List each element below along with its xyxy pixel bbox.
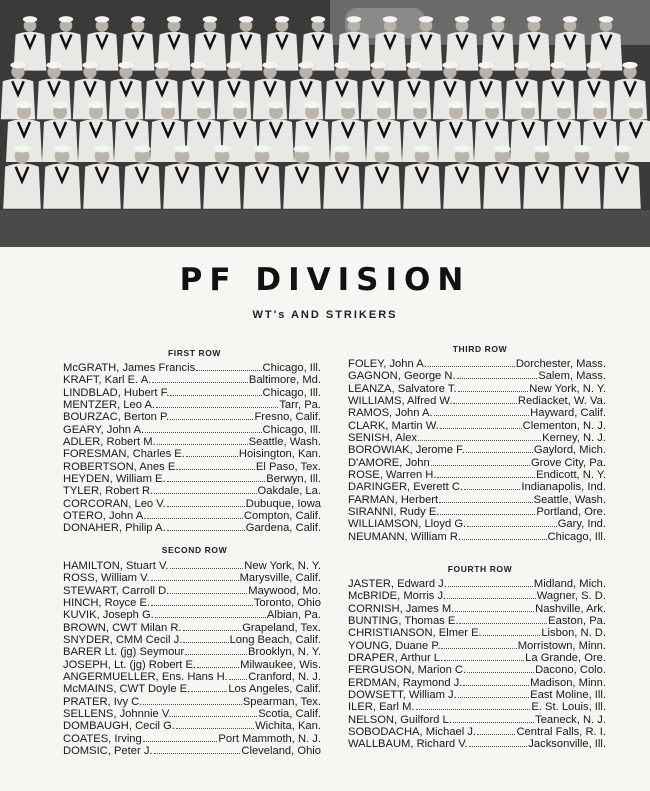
roster-entry (348, 701, 606, 713)
hometown: Jacksonville, Ill. (528, 738, 606, 751)
sailor-name: WILLIAMSON, Lloyd G. (348, 518, 467, 531)
dot-leader (466, 452, 533, 453)
roster-entry (348, 531, 606, 543)
sailor-name: CHRISTIANSON, Elmer E. (348, 627, 482, 640)
sailor-name: McGRATH, James Francis (63, 362, 196, 374)
roster-entry (63, 646, 321, 658)
hometown: Chicago, Ill. (547, 530, 606, 543)
sailor-name: HAMILTON, Stuart V. (63, 560, 169, 572)
hometown: Toronto, Ohio (253, 597, 321, 610)
roster-entry (63, 485, 321, 497)
roster-entry (63, 733, 321, 745)
sailor-name: BROWN, CWT Milan R. (63, 621, 182, 634)
roster-entry (63, 522, 321, 534)
hometown: Port Mammoth, N. J. (218, 732, 321, 745)
sailor-name: ILER, Earl M. (348, 701, 415, 714)
dot-leader (458, 697, 529, 698)
sailor-name: DARINGER, Everett C. (348, 481, 464, 494)
roster-entry (348, 383, 606, 395)
roster-entry (348, 738, 606, 750)
hometown: Indianapolis, Ind. (521, 481, 606, 494)
division-title: PF DIVISION (179, 262, 471, 298)
hometown: Midland, Mich. (533, 578, 606, 590)
sailor-name: LEANZA, Salvatore T. (348, 382, 457, 395)
hometown: Wagner, S. D. (536, 590, 606, 603)
sailor-name: LINDBLAD, Hubert F. (63, 386, 170, 399)
sailor-name: STEWART, Carroll D. (63, 584, 170, 597)
dot-leader (191, 691, 227, 692)
roster-entry (63, 597, 321, 609)
roster-entry (348, 432, 606, 444)
sailor-name: RAMOS, John A. (348, 407, 433, 420)
roster-entry (348, 518, 606, 530)
dot-leader (418, 440, 541, 441)
sailor-name: DRAPER, Arthur L. (348, 652, 444, 665)
roster-entry (348, 358, 606, 370)
dot-leader (170, 395, 261, 396)
dot-leader (157, 444, 248, 445)
hometown: E. St. Louis, Ill. (531, 701, 606, 714)
dot-leader (167, 506, 245, 507)
roster-entry (348, 640, 606, 652)
fourth-row-list (348, 578, 606, 751)
dot-leader (469, 746, 527, 747)
roster-entry (348, 420, 606, 432)
sailor-name: DOMSIC, Peter J. (63, 745, 153, 758)
sailor-name: BOROWIAK, Jerome F. (348, 444, 465, 457)
sailor-name: CORCORAN, Leo V. (63, 497, 166, 510)
hometown: Cranford, N. J. (248, 671, 321, 684)
sailor-name: CLARK, Martin W. (348, 419, 439, 432)
division-subtitle: WT's AND STRIKERS (252, 309, 398, 321)
dot-leader (455, 611, 534, 612)
roster-entry (348, 506, 606, 518)
dot-leader (147, 518, 243, 519)
dot-leader (186, 456, 238, 457)
dot-leader (176, 728, 254, 729)
roster-entry (348, 726, 606, 738)
dot-leader (457, 378, 538, 379)
roster-entry (348, 457, 606, 469)
hometown: Brooklyn, N. Y. (248, 646, 321, 659)
sailor-name: D'AMORE, John (348, 456, 430, 469)
dot-leader (170, 568, 244, 569)
hometown: Long Beach, Calif. (229, 634, 321, 647)
hometown: New York, N. Y. (244, 560, 321, 572)
sailor-name: SIRANNI, Rudy E. (348, 506, 440, 519)
hometown: Chicago, Ill. (262, 362, 321, 374)
dot-leader (155, 617, 266, 618)
dot-leader (185, 654, 247, 655)
hometown: Seattle, Wash. (248, 436, 321, 449)
sailor-name: JASTER, Edward J. (348, 578, 447, 590)
hometown: Compton, Calif. (243, 510, 321, 523)
sailor-name: DOWSETT, William J. (348, 689, 457, 702)
sailor-name: KUVIK, Joseph G. (63, 609, 154, 622)
roster-entry (348, 677, 606, 689)
sailor-name: DONAHER, Philip A. (63, 522, 166, 535)
roster-entry (348, 603, 606, 615)
hometown: Seattle, Wash. (533, 493, 606, 506)
dot-leader (183, 630, 242, 631)
hometown: Oakdale, La. (257, 485, 321, 498)
sailor-name: McBRIDE, Morris J. (348, 590, 447, 603)
sailor-name: PRATER, Ivy C. (63, 695, 143, 708)
roster-entry (348, 578, 606, 590)
dot-leader (151, 580, 239, 581)
hometown: Rediacket, W. Va. (517, 395, 606, 408)
sailor-name: TYLER, Robert R. (63, 485, 154, 498)
dot-leader (196, 370, 261, 371)
sailor-name: SOBODACHA, Michael J. (348, 726, 477, 739)
hometown: Easton, Pa. (548, 615, 606, 628)
roster-entry (348, 469, 606, 481)
group-photo-illustration (0, 0, 650, 247)
hometown: Tarr, Pa. (279, 399, 321, 412)
hometown: Gary, Ind. (557, 518, 606, 531)
hometown: Gardena, Calif. (245, 522, 321, 535)
dot-leader (439, 502, 533, 503)
roster-entry (348, 407, 606, 419)
roster-entry (63, 399, 321, 411)
sailor-name: WALLBAUM, Richard V. (348, 738, 468, 751)
sailor-name: CORNISH, James M. (348, 602, 455, 615)
hometown: La Grande, Ore. (525, 652, 606, 665)
roster-entry (63, 362, 321, 374)
hometown: Kerney, N. J. (542, 432, 606, 445)
sailor-name: GAGNON, George N. (348, 370, 456, 383)
roster-entry (63, 671, 321, 683)
hometown: Albian, Pa. (266, 609, 321, 622)
sailor-name: ANGERMUELLER, Ens. Hans H. (63, 671, 228, 684)
hometown: Fresno, Calif. (254, 411, 321, 424)
sailor-name: FARMAN, Herbert (348, 493, 439, 506)
roster-entry (348, 664, 606, 676)
dot-leader (467, 526, 557, 527)
sailor-name: ADLER, Robert M. (63, 436, 156, 449)
hometown: Chicago, Ill. (262, 386, 321, 399)
dot-leader (483, 635, 541, 636)
hometown: Nashville, Ark. (535, 602, 606, 615)
sailor-name: BARER Lt. (jg) Seymour (63, 646, 185, 659)
roster-entry (63, 436, 321, 448)
dot-leader (154, 753, 241, 754)
hometown: Los Angeles, Calif. (228, 683, 321, 696)
hometown: Dubuque, Iowa (245, 497, 321, 510)
dot-leader (467, 672, 534, 673)
dot-leader (170, 593, 247, 594)
sailor-name: DOMBAUGH, Cecil G. (63, 720, 175, 733)
hometown: Portland, Ore. (536, 506, 606, 519)
sailor-name: HINCH, Royce E. (63, 597, 151, 610)
sailor-name: MENTZER, Leo A. (63, 399, 156, 412)
sailor-name: KRAFT, Karl E. A. (63, 374, 152, 387)
sailor-name: FORESMAN, Charles E. (63, 448, 185, 461)
dot-leader (172, 716, 257, 717)
hometown: Milwaukee, Wis. (240, 658, 321, 671)
roster-entry (348, 615, 606, 627)
dot-leader (458, 391, 529, 392)
dot-leader (437, 477, 535, 478)
sailor-name: GEARY, John A. (63, 423, 145, 436)
sailor-name: NEUMANN, William R. (348, 530, 462, 543)
roster-entry (348, 481, 606, 493)
sailor-name: ROSS, William V. (63, 572, 150, 585)
roster-entry (348, 444, 606, 456)
roster-entry (63, 572, 321, 584)
roster-entry (63, 498, 321, 510)
hometown: Scotia, Calif. (258, 708, 321, 721)
dot-leader (143, 704, 241, 705)
roster-entry (348, 714, 606, 726)
hometown: Grapeland, Tex. (242, 621, 321, 634)
dot-leader (167, 530, 245, 531)
group-photo (0, 0, 650, 247)
sailor-name: FERGUSON, Marion C. (348, 664, 467, 677)
roster-entry (63, 510, 321, 522)
dot-leader (156, 407, 278, 408)
roster-entry (63, 585, 321, 597)
roster-entry (63, 720, 321, 732)
dot-leader (462, 539, 546, 540)
sailor-name: McMAINS, CWT Doyle E. (63, 683, 191, 696)
sailor-name: ERDMAN, Raymond J. (348, 676, 463, 689)
dot-leader (179, 469, 254, 470)
third-row-list (348, 358, 606, 543)
roster-entry (348, 370, 606, 382)
dot-leader (170, 419, 253, 420)
roster-entry (348, 627, 606, 639)
second-row-heading: SECOND ROW (161, 545, 228, 555)
hometown: El Paso, Tex. (255, 460, 321, 473)
hometown: Berwyn, Ill. (266, 473, 321, 486)
dot-leader (434, 415, 530, 416)
hometown: Endicott, N. Y. (536, 469, 606, 482)
dot-leader (440, 428, 522, 429)
dot-leader (440, 514, 535, 515)
dot-leader (431, 465, 530, 466)
dot-leader (145, 432, 261, 433)
sailor-name: COATES, Irving (63, 732, 142, 745)
dot-leader (444, 660, 524, 661)
fourth-row-heading: FOURTH ROW (447, 564, 513, 574)
roster-entry (63, 448, 321, 460)
hometown: Dacono, Colo. (535, 664, 606, 677)
hometown: New York, N. Y. (529, 382, 606, 395)
sailor-name: ROSE, Warren H. (348, 469, 437, 482)
roster-entry (63, 745, 321, 757)
hometown: Central Falls, R. I. (516, 726, 606, 739)
hometown: Spearman, Tex. (242, 695, 321, 708)
dot-leader (416, 709, 531, 710)
sailor-name: SNYDER, CMM Cecil J. (63, 634, 183, 647)
hometown: Dorchester, Mass. (515, 358, 606, 370)
dot-leader (453, 403, 516, 404)
roster-entry (63, 374, 321, 386)
dot-leader (459, 623, 547, 624)
first-row-list (63, 362, 321, 535)
sailor-name: WILLIAMS, Alfred W. (348, 395, 453, 408)
sailor-name: HEYDEN, William E. (63, 473, 166, 486)
roster-entry (348, 494, 606, 506)
dot-leader (152, 382, 248, 383)
sailor-name: BOURZAC, Berton P. (63, 411, 170, 424)
roster-entry (348, 395, 606, 407)
hometown: Teaneck, N. J. (535, 713, 606, 726)
roster-entry (63, 411, 321, 423)
roster-entry (63, 609, 321, 621)
dot-leader (154, 493, 256, 494)
second-row-list (63, 560, 321, 758)
dot-leader (464, 489, 520, 490)
hometown: Clementon, N. J. (522, 419, 606, 432)
roster-entry (348, 652, 606, 664)
hometown: Baltimore, Md. (248, 374, 321, 387)
roster-entry (63, 696, 321, 708)
hometown: Wichita, Kan. (255, 720, 321, 733)
sailor-name: SENISH, Alex (348, 432, 418, 445)
sailor-name: BUNTING, Thomas E. (348, 615, 459, 628)
roster-entry (348, 689, 606, 701)
hometown: Marysville, Calif. (239, 572, 321, 585)
dot-leader (183, 642, 228, 643)
roster-entry (63, 622, 321, 634)
hometown: Hoisington, Kan. (238, 448, 321, 461)
hometown: Grove City, Pa. (530, 456, 606, 469)
first-row-heading: FIRST ROW (167, 348, 222, 358)
hometown: Hayward, Calif. (530, 407, 606, 420)
roster-entry (63, 560, 321, 572)
sailor-name: FOLEY, John A. (348, 358, 427, 370)
dot-leader (151, 605, 253, 606)
sailor-name: JOSEPH, Lt. (jg) Robert E. (63, 658, 197, 671)
roster-entry (63, 387, 321, 399)
roster-entry (63, 659, 321, 671)
hometown: Gaylord, Mich. (533, 444, 606, 457)
dot-leader (229, 679, 247, 680)
hometown: Chicago, Ill. (262, 423, 321, 436)
dot-leader (448, 586, 533, 587)
dot-leader (428, 366, 515, 367)
roster-entry (63, 461, 321, 473)
hometown: East Moline, Ill. (530, 689, 606, 702)
dot-leader (463, 685, 529, 686)
sailor-name: YOUNG, Duane P. (348, 639, 441, 652)
sailor-name: OTERO, John A. (63, 510, 147, 523)
dot-leader (453, 722, 534, 723)
dot-leader (167, 481, 266, 482)
hometown: Madison, Minn. (530, 676, 606, 689)
dot-leader (197, 667, 239, 668)
sailor-name: NELSON, Guilford L. (348, 713, 452, 726)
hometown: Morristown, Minn. (517, 639, 606, 652)
sailor-name: ROBERTSON, Anes E. (63, 460, 179, 473)
hometown: Cleveland, Ohio (241, 745, 321, 758)
third-row-heading: THIRD ROW (452, 344, 508, 354)
roster-entry (63, 683, 321, 695)
roster-entry (348, 590, 606, 602)
roster-entry (63, 424, 321, 436)
roster-entry (63, 634, 321, 646)
dot-leader (477, 734, 515, 735)
sailor-name: SELLENS, Johnnie V. (63, 708, 172, 721)
dot-leader (447, 598, 536, 599)
hometown: Maywood, Mo. (248, 584, 321, 597)
dot-leader (441, 648, 516, 649)
dot-leader (143, 741, 218, 742)
hometown: Lisbon, N. D. (541, 627, 606, 640)
roster-entry (63, 473, 321, 485)
roster-entry (63, 708, 321, 720)
hometown: Salem, Mass. (538, 370, 606, 383)
